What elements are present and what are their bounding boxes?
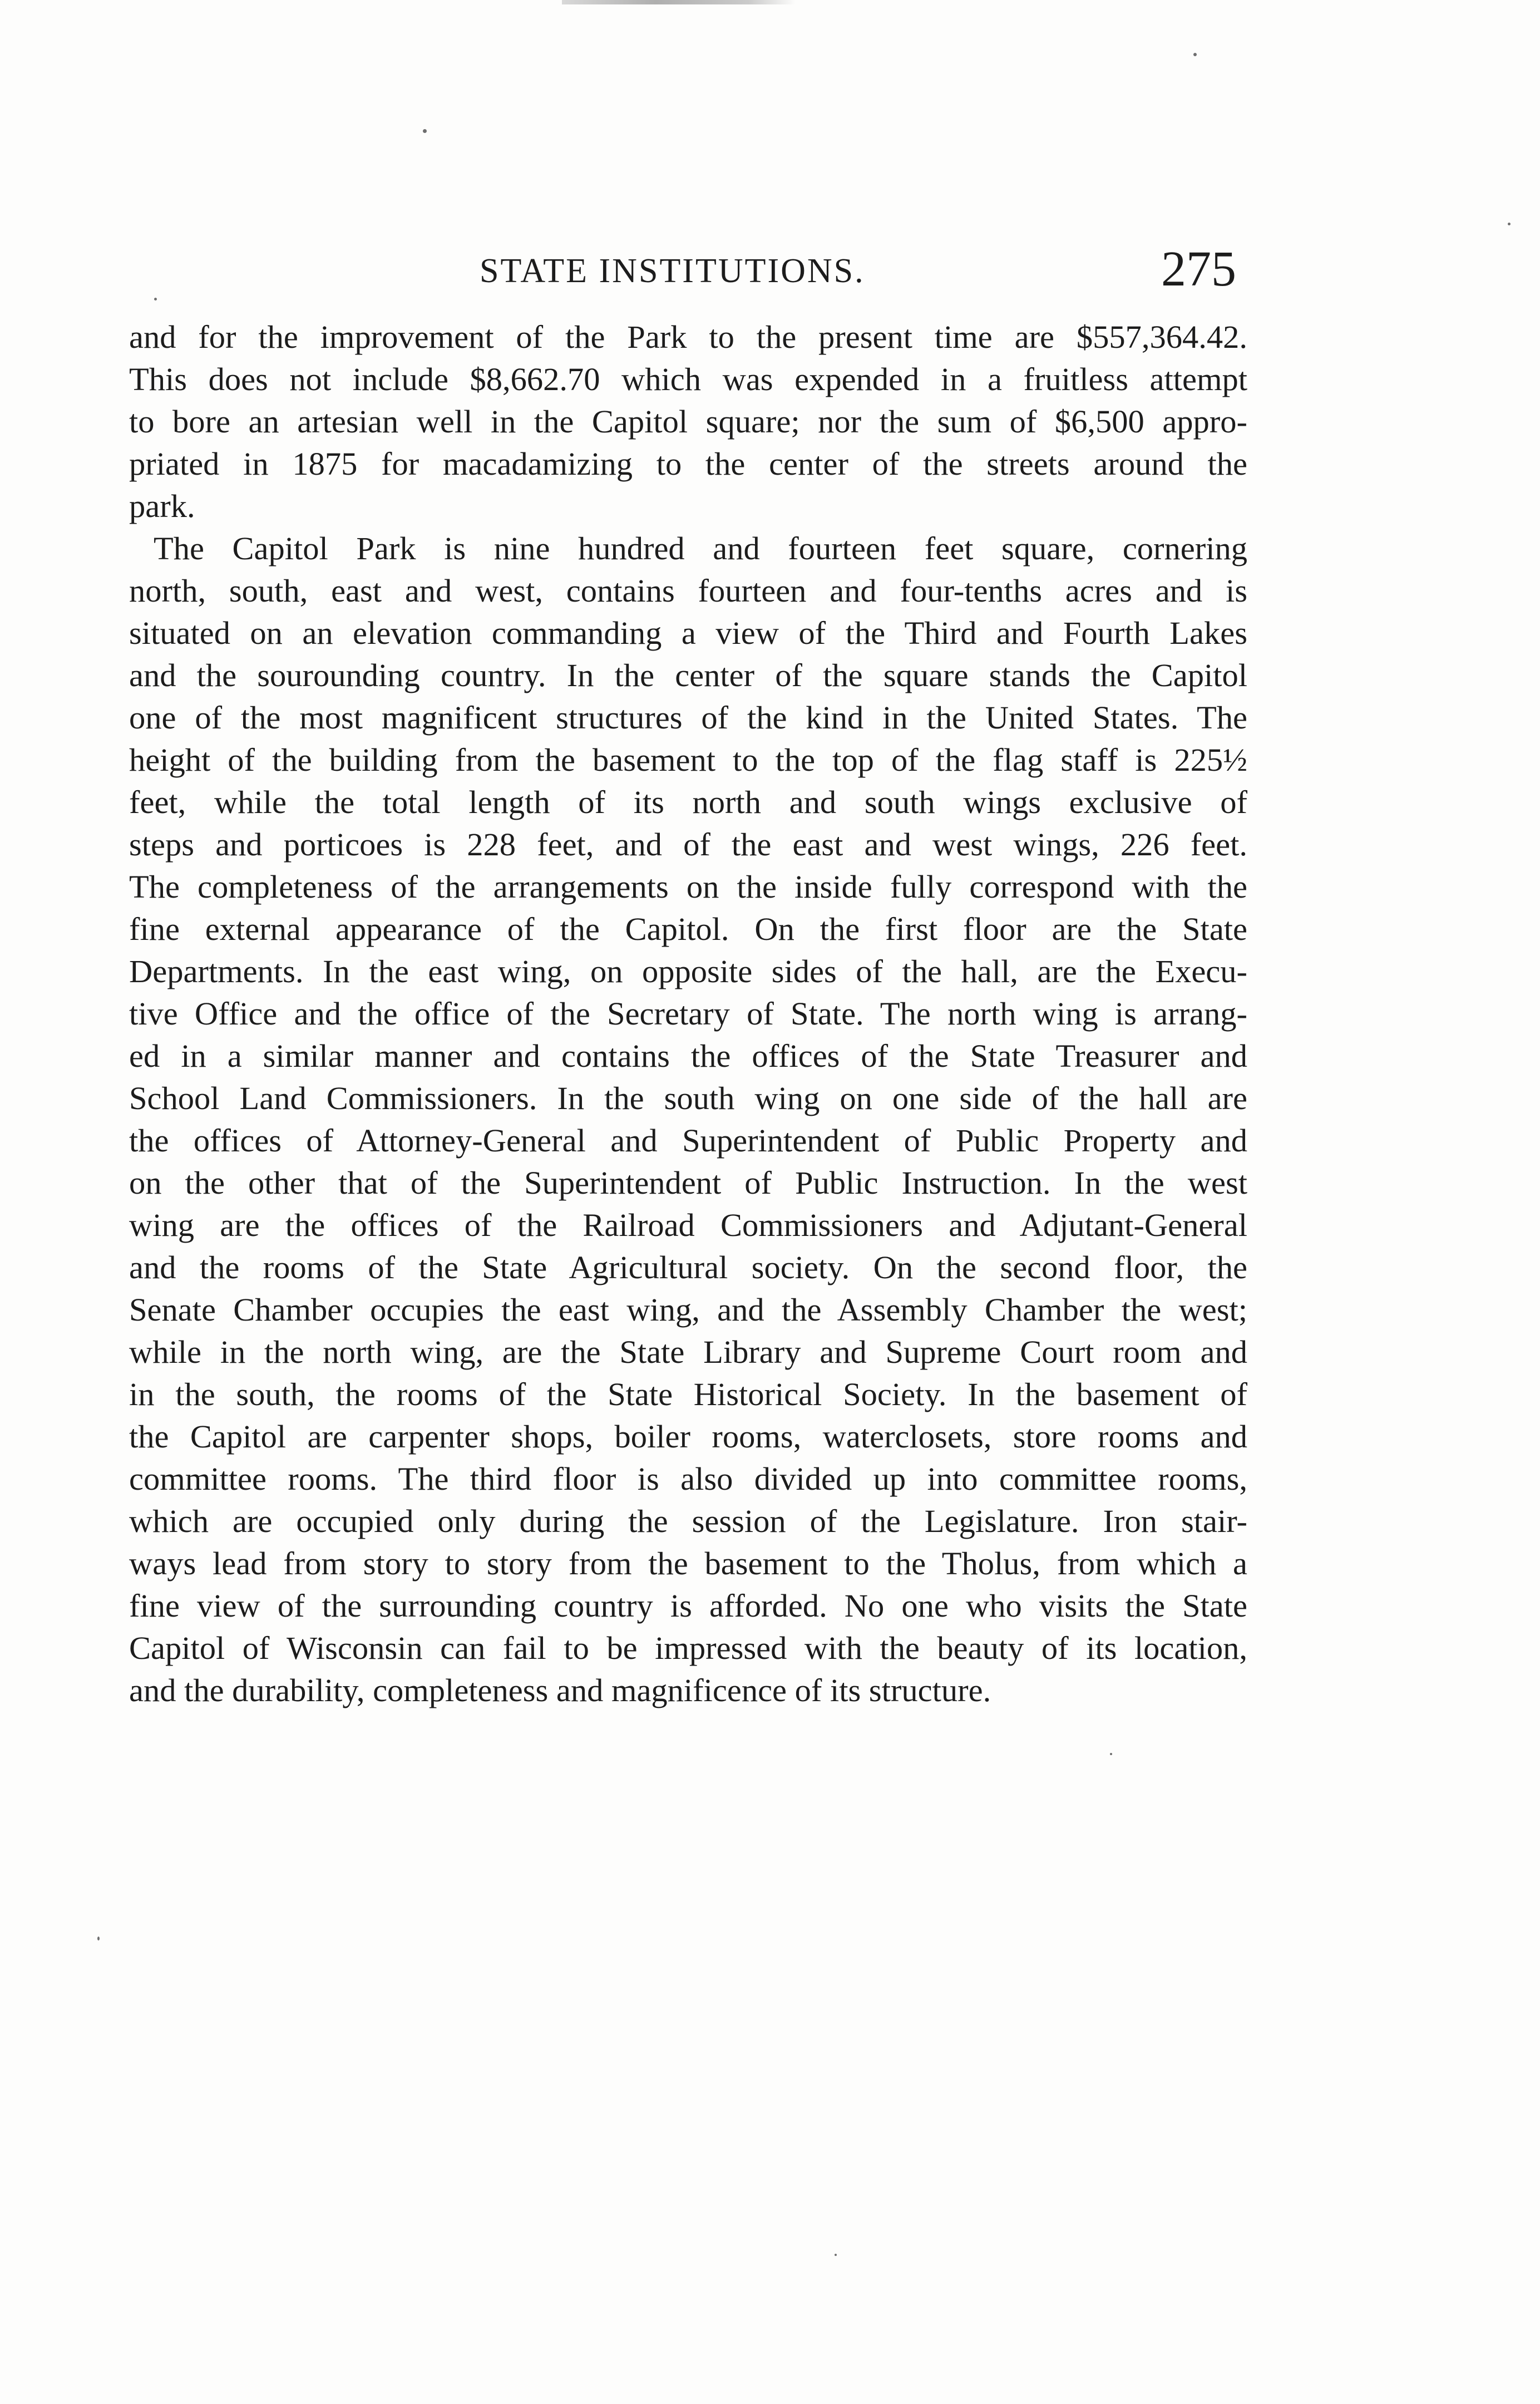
page-speck [1508, 223, 1511, 225]
text-line: park. [129, 488, 195, 524]
page-speck [97, 1937, 100, 1940]
text-line: priated in 1875 for macadamizing to the center of the streets around the [129, 446, 1247, 482]
text-line: and the durability, completeness and magnificence of its structure. [129, 1672, 991, 1708]
text-line: steps and porticoes is 228 feet, and of the east and west wings, 226 feet. [129, 826, 1247, 863]
text-line: The Capitol Park is nine hundred and fourteen feet square, cornering [154, 530, 1247, 566]
text-line: situated on an elevation commanding a view of the Third and Fourth Lakes [129, 615, 1247, 651]
text-line: committee rooms. The third floor is also divided up into committee rooms, [129, 1461, 1247, 1497]
text-line: Capitol of Wisconsin can fail to be impressed with the beauty of its location, [129, 1630, 1247, 1666]
top-edge-smudge [562, 0, 796, 4]
text-line: which are occupied only during the session of the Legislature. Iron stair- [129, 1503, 1247, 1539]
text-line: one of the most magnificent structures of the kind in the United States. The [129, 699, 1247, 736]
text-line: ed in a similar manner and contains the offices of the State Treasurer and [129, 1038, 1247, 1074]
page-speck [835, 2254, 837, 2256]
text-line: wing are the offices of the Railroad Commissioners and Adjutant-General [129, 1207, 1247, 1243]
text-line: the Capitol are carpenter shops, boiler rooms, waterclosets, store rooms and [129, 1418, 1247, 1455]
paragraph [129, 528, 1247, 1712]
text-line: the offices of Attorney-General and Superintendent of Public Property and [129, 1122, 1247, 1159]
text-line: fine external appearance of the Capitol. On the first floor are the State [129, 911, 1247, 947]
text-line: in the south, the rooms of the State Historical Society. In the basement of [129, 1376, 1247, 1412]
text-line: Senate Chamber occupies the east wing, and the Assembly Chamber the west; [129, 1292, 1247, 1328]
text-line: feet, while the total length of its north and south wings exclusive of [129, 784, 1247, 820]
paragraph [129, 316, 1247, 528]
text-line: to bore an artesian well in the Capitol square; nor the sum of $6,500 appro- [129, 403, 1247, 440]
text-line: and for the improvement of the Park to the present time are $557,364.42. [129, 319, 1247, 355]
text-line: and the sourounding country. In the center of the square stands the Capitol [129, 657, 1247, 693]
text-line: north, south, east and west, contains fourteen and four-tenths acres and is [129, 573, 1247, 609]
page-speck [423, 129, 427, 133]
page-number: 275 [1161, 242, 1236, 297]
text-line: The completeness of the arrangements on the inside fully correspond with the [129, 869, 1247, 905]
text-line: and the rooms of the State Agricultural society. On the second floor, the [129, 1249, 1247, 1285]
running-title: STATE INSTITUTIONS. [480, 252, 865, 290]
text-line: This does not include $8,662.70 which was expended in a fruitless attempt [129, 361, 1247, 397]
text-line: fine view of the surrounding country is afforded. No one who visits the State [129, 1588, 1247, 1624]
page-speck [1193, 53, 1197, 56]
text-line: while in the north wing, are the State Library and Supreme Court room and [129, 1334, 1247, 1370]
page-speck [1110, 1753, 1112, 1755]
running-head [129, 240, 1247, 302]
text-line: School Land Commissioners. In the south wing on one side of the hall are [129, 1080, 1247, 1116]
text-line: Departments. In the east wing, on opposite sides of the hall, are the Execu- [129, 953, 1247, 989]
text-line: ways lead from story to story from the basement to the Tholus, from which a [129, 1545, 1247, 1582]
text-line: on the other that of the Superintendent of Public Instruction. In the west [129, 1165, 1247, 1201]
text-line: tive Office and the office of the Secretary of State. The north wing is arrang- [129, 996, 1247, 1032]
body-text [129, 316, 1247, 1712]
text-line: height of the building from the basement to the top of the flag staff is 225½ [129, 742, 1247, 778]
